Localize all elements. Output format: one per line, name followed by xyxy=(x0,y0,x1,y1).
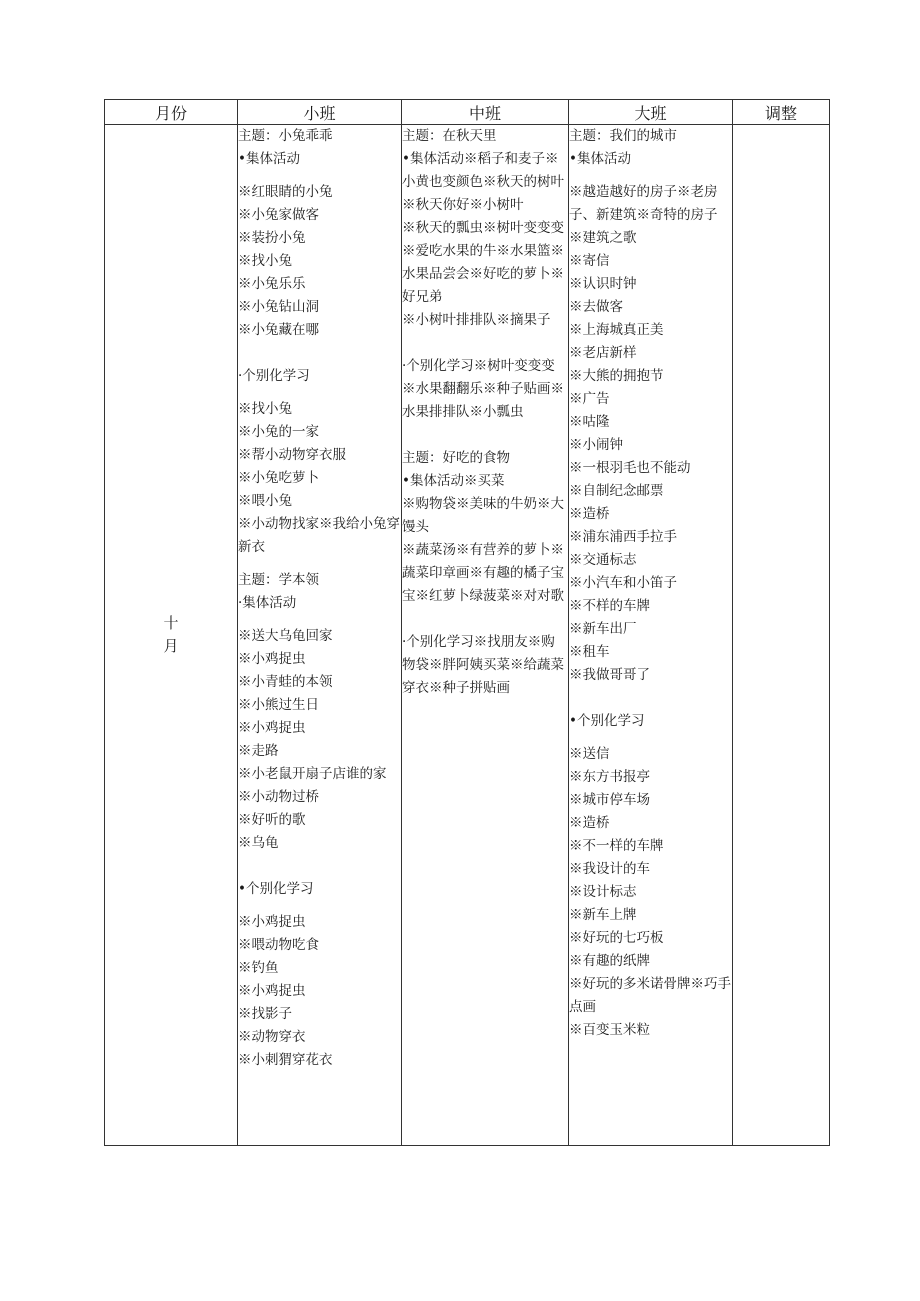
list-item: ※喂小兔 xyxy=(238,493,292,509)
list-item: ※不样的车牌 xyxy=(569,598,650,614)
section-label: •集体活动 xyxy=(569,151,631,167)
list-item: ※城市停车场 xyxy=(569,792,650,808)
list-item: ※寄信 xyxy=(569,253,610,269)
header-row xyxy=(105,100,830,125)
list-item: ※小鸡捉虫 xyxy=(238,914,306,930)
list-item: ※去做客 xyxy=(569,299,623,315)
activity-paragraph: ※蔬菜汤※有营养的萝卜※蔬菜印章画※有趣的橘子宝宝※红萝卜绿菠菜※对对歌 xyxy=(402,542,564,604)
activity-paragraph: ※购物袋※美味的牛奶※大馒头 xyxy=(402,496,564,535)
list-item: ※上海城真正美 xyxy=(569,322,664,338)
list-item: ※小兔家做客 xyxy=(238,207,319,223)
theme-title: 主题：在秋天里 xyxy=(402,128,497,144)
list-item: ※建筑之歌 xyxy=(569,230,637,246)
list-item: ※我做哥哥了 xyxy=(569,667,650,683)
list-item: ※一根羽毛也不能动 xyxy=(569,460,691,476)
section-label: •个别化学习 xyxy=(569,713,645,729)
list-item: ※小鸡捉虫 xyxy=(238,720,306,736)
list-item: ※大熊的拥抱节 xyxy=(569,368,664,384)
header-month: 月份 xyxy=(105,100,238,125)
list-item: ※小兔吃萝卜 xyxy=(238,470,319,486)
small-class-cell xyxy=(238,125,402,1146)
list-item: ※小老鼠开扇子店谁的家 xyxy=(238,766,387,782)
list-item: ※小动物找家※我给小兔穿新衣 xyxy=(238,516,400,555)
list-item: ※广告 xyxy=(569,391,610,407)
list-item: ※东方书报亭 xyxy=(569,769,650,785)
list-item: ※造桥 xyxy=(569,506,610,522)
theme-title: 主题：小兔乖乖 xyxy=(238,128,333,144)
list-item: ※有趣的纸牌 xyxy=(569,953,650,969)
list-item: ※找小兔 xyxy=(238,253,292,269)
list-item: ※不一样的车牌 xyxy=(569,838,664,854)
list-item: ※小汽车和小笛子 xyxy=(569,575,677,591)
adjust-cell xyxy=(733,125,830,1146)
list-item: ※咕隆 xyxy=(569,414,610,430)
list-item: ※新车出厂 xyxy=(569,621,637,637)
october-row xyxy=(105,125,830,1146)
list-item: ※小动物过桥 xyxy=(238,789,319,805)
list-item: ※钓鱼 xyxy=(238,960,279,976)
list-item: ※越造越好的房子※老房子、新建筑※奇特的房子 xyxy=(569,184,718,223)
list-item: ※找影子 xyxy=(238,1006,292,1022)
list-item: ※自制纪念邮票 xyxy=(569,483,664,499)
list-item: ※百变玉米粒 xyxy=(569,1022,650,1038)
list-item: ※走路 xyxy=(238,743,279,759)
list-item: ※设计标志 xyxy=(569,884,637,900)
header-adjust: 调整 xyxy=(733,100,830,125)
theme-title: 主题：学本领 xyxy=(238,572,319,588)
list-item: ※动物穿衣 xyxy=(238,1029,306,1045)
activity-paragraph: ·个别化学习※树叶变变变※水果翻翻乐※种子贴画※水果排排队※小瓢虫 xyxy=(402,358,564,420)
activity-paragraph: •集体活动※稻子和麦子※小黄也变颜色※秋天的树叶※秋天你好※小树叶 xyxy=(402,151,564,213)
list-item: ※喂动物吃食 xyxy=(238,937,319,953)
list-item: ※老店新样 xyxy=(569,345,637,361)
header-large-class: 大班 xyxy=(569,100,733,125)
section-label: ·集体活动 xyxy=(238,595,297,611)
activity-paragraph: •集体活动※买菜 xyxy=(402,473,505,489)
list-item: ※好玩的七巧板 xyxy=(569,930,664,946)
list-item: ※认识时钟 xyxy=(569,276,637,292)
activity-paragraph: ※秋天的瓢虫※树叶变变变※爱吃水果的牛※水果篮※水果品尝会※好吃的萝卜※好兄弟 xyxy=(402,220,564,305)
list-item: ※造桥 xyxy=(569,815,610,831)
list-item: ※小鸡捉虫 xyxy=(238,651,306,667)
list-item: ※新车上牌 xyxy=(569,907,637,923)
list-item: ※好听的歌 xyxy=(238,812,306,828)
section-label: •个别化学习 xyxy=(238,881,314,897)
header-small-class: 小班 xyxy=(238,100,402,125)
list-item: ※租车 xyxy=(569,644,610,660)
list-item: ※我设计的车 xyxy=(569,861,650,877)
list-item: ※小熊过生日 xyxy=(238,697,319,713)
theme-title: 主题：好吃的食物 xyxy=(402,450,510,466)
list-item: ※乌龟 xyxy=(238,835,279,851)
list-item: ※交通标志 xyxy=(569,552,637,568)
list-item: ※帮小动物穿衣服 xyxy=(238,447,346,463)
list-item: ※小刺猬穿花衣 xyxy=(238,1052,333,1068)
monthly-plan-table xyxy=(104,99,830,1146)
list-item: ※小兔藏在哪 xyxy=(238,322,319,338)
month-line: 月 xyxy=(163,637,179,655)
list-item: ※找小兔 xyxy=(238,401,292,417)
list-item: ※好玩的多米诺骨牌※巧手点画 xyxy=(569,976,731,1015)
month-cell xyxy=(105,125,238,1146)
list-item: ※小青蛙的本领 xyxy=(238,674,333,690)
list-item: ※小闹钟 xyxy=(569,437,623,453)
middle-class-cell xyxy=(402,125,569,1146)
section-label: ·个别化学习 xyxy=(238,368,310,384)
list-item: ※装扮小兔 xyxy=(238,230,306,246)
section-label: •集体活动 xyxy=(238,151,300,167)
activity-paragraph: ·个别化学习※找朋友※购物袋※胖阿姨买菜※给蔬菜穿衣※种子拼贴画 xyxy=(402,634,564,696)
list-item: ※小兔钻山洞 xyxy=(238,299,319,315)
month-line: 十 xyxy=(163,614,179,632)
list-item: ※小鸡捉虫 xyxy=(238,983,306,999)
list-item: ※红眼睛的小兔 xyxy=(238,184,333,200)
large-class-cell xyxy=(569,125,733,1146)
activity-paragraph: ※小树叶排排队※摘果子 xyxy=(402,312,551,328)
list-item: ※送大乌龟回家 xyxy=(238,628,333,644)
list-item: ※浦东浦西手拉手 xyxy=(569,529,677,545)
header-middle-class: 中班 xyxy=(402,100,569,125)
list-item: ※送信 xyxy=(569,746,610,762)
theme-title: 主题：我们的城市 xyxy=(569,128,677,144)
list-item: ※小兔乐乐 xyxy=(238,276,306,292)
list-item: ※小兔的一家 xyxy=(238,424,319,440)
